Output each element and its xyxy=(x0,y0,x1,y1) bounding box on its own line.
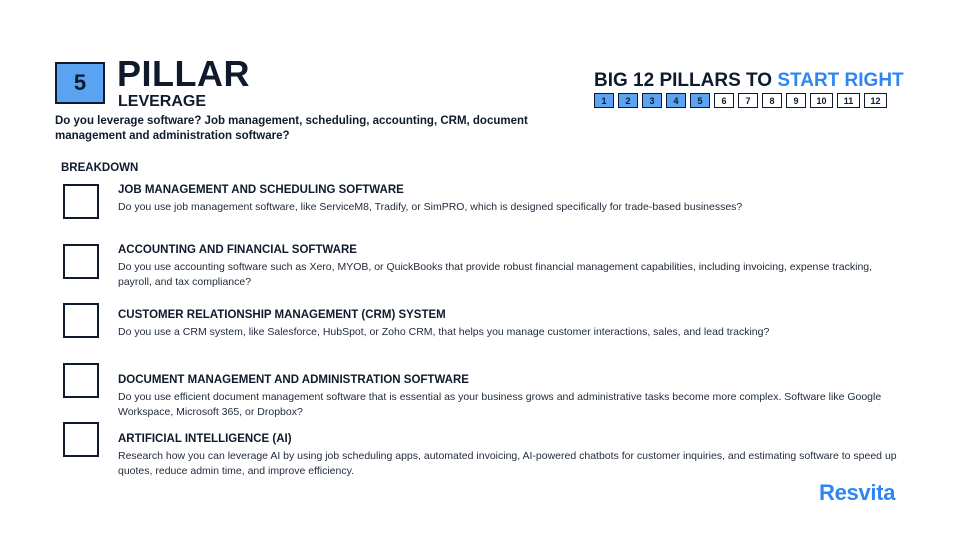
step-1: 1 xyxy=(594,93,614,108)
pillar-progress-steps xyxy=(594,93,887,108)
checkbox[interactable] xyxy=(63,244,99,279)
pillar-question: Do you leverage software? Job management, scheduling, accounting, CRM, document management and administration software? xyxy=(55,115,528,142)
big-12-heading xyxy=(594,70,904,92)
step-3: 3 xyxy=(642,93,662,108)
item-description: Research how you can leverage AI by using job scheduling apps, automated invoicing, AI-powered chatbots for customer inquiries, and estimating software to speed up quotes, reduce admin time, and improve efficiency. xyxy=(118,450,897,477)
step-7: 7 xyxy=(738,93,758,108)
item-title: JOB MANAGEMENT AND SCHEDULING SOFTWARE xyxy=(118,184,404,196)
item-title: CUSTOMER RELATIONSHIP MANAGEMENT (CRM) SYSTEM xyxy=(118,309,446,321)
heading-main: BIG 12 PILLARS TO xyxy=(594,70,778,91)
pillar-number-badge: 5 xyxy=(55,62,105,104)
checkbox[interactable] xyxy=(63,303,99,338)
heading-accent: START RIGHT xyxy=(777,70,904,91)
step-9: 9 xyxy=(786,93,806,108)
step-11: 11 xyxy=(837,93,860,108)
step-5: 5 xyxy=(690,93,710,108)
pillar-subtitle: LEVERAGE xyxy=(118,93,207,110)
step-4: 4 xyxy=(666,93,686,108)
checkbox[interactable] xyxy=(63,184,99,219)
item-description: Do you use accounting software such as Xero, MYOB, or QuickBooks that provide robust financial management capabilities, including invoicing, expense tracking, payroll, and tax compliance? xyxy=(118,261,873,288)
step-6: 6 xyxy=(714,93,734,108)
breakdown-label: BREAKDOWN xyxy=(61,162,139,174)
pillar-title: PILLAR xyxy=(117,53,250,94)
item-title: DOCUMENT MANAGEMENT AND ADMINISTRATION SOFTWARE xyxy=(118,374,469,386)
item-description: Do you use efficient document management software that is essential as your business grows and administrative tasks become more complex. Software like Google Workspace, Microsoft 365, or Dropbox? xyxy=(118,391,882,418)
step-12: 12 xyxy=(864,93,887,108)
step-8: 8 xyxy=(762,93,782,108)
step-2: 2 xyxy=(618,93,638,108)
item-title: ACCOUNTING AND FINANCIAL SOFTWARE xyxy=(118,244,357,256)
step-10: 10 xyxy=(810,93,833,108)
checkbox[interactable] xyxy=(63,363,99,398)
checkbox[interactable] xyxy=(63,422,99,457)
item-description: Do you use a CRM system, like Salesforce, HubSpot, or Zoho CRM, that helps you manage customer interactions, sales, and lead tracking? xyxy=(118,326,770,338)
item-description: Do you use job management software, like ServiceM8, Tradify, or SimPRO, which is designed specifically for trade-based businesses? xyxy=(118,201,743,213)
item-title: ARTIFICIAL INTELLIGENCE (AI) xyxy=(118,433,292,445)
resvita-logo: Resvita xyxy=(819,480,896,505)
